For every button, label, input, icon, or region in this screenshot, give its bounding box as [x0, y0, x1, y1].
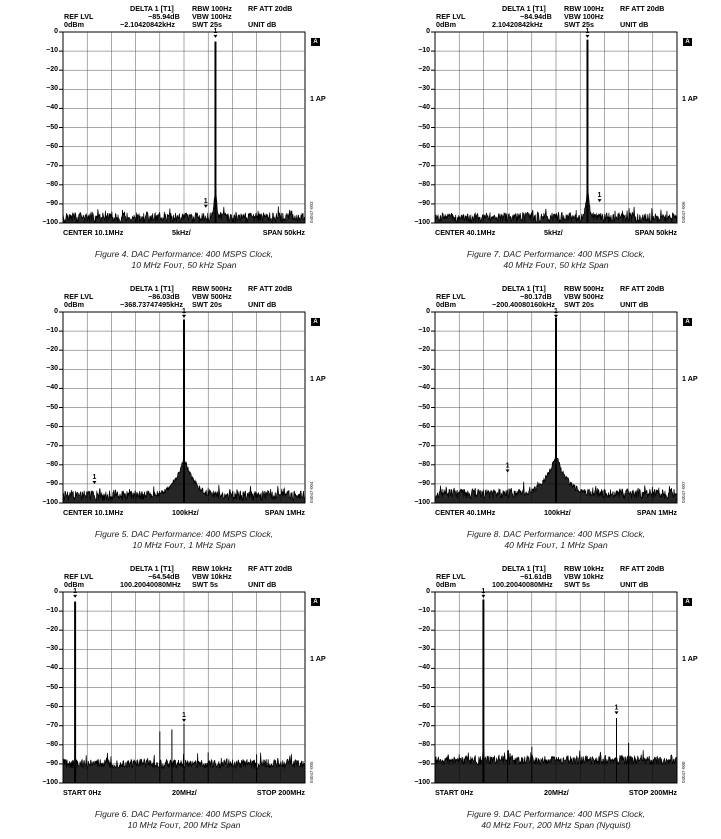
y-tick-label: −60 — [46, 422, 58, 430]
marker-label: 1 — [614, 704, 619, 712]
y-tick-label: −10 — [46, 607, 58, 615]
header-ref-lvl: REF LVL — [436, 12, 466, 21]
header-delta: DELTA 1 [T1] — [130, 4, 174, 13]
y-tick-label: −90 — [418, 479, 430, 487]
figure-code: 04047-008 — [681, 761, 686, 783]
header-rfatt: RF ATT 20dB — [248, 284, 293, 293]
y-tick-label: −30 — [418, 365, 430, 373]
y-tick-label: −50 — [46, 403, 58, 411]
header-delta-freq: −368.73747495kHz — [120, 300, 183, 309]
y-tick-label: −20 — [418, 626, 430, 634]
y-tick-label: −10 — [46, 327, 58, 335]
y-tick-label: −40 — [418, 384, 430, 392]
y-tick-label: −70 — [46, 161, 58, 169]
header-swt: SWT 20s — [564, 300, 594, 309]
y-tick-label: −10 — [418, 607, 430, 615]
header-vbw: VBW 500Hz — [564, 292, 604, 301]
detector-ap-label: 1 AP — [682, 374, 698, 383]
y-tick-label: −50 — [418, 123, 430, 131]
header-rbw: RBW 10kHz — [564, 564, 604, 573]
y-tick-label: −100 — [414, 219, 430, 226]
header-ref-lvl: REF LVL — [64, 292, 94, 301]
x-axis-div-label: 100kHz/ — [544, 508, 571, 517]
marker-label: 1 — [182, 307, 186, 315]
x-axis-div-label: 5kHz/ — [172, 228, 191, 237]
y-tick-label: −10 — [418, 327, 430, 335]
spectrum-plot — [435, 307, 697, 509]
y-tick-label: −80 — [46, 740, 58, 748]
y-tick-label: −60 — [46, 142, 58, 150]
header-rbw: RBW 100Hz — [192, 4, 232, 13]
analyzer-header — [0, 0, 360, 28]
marker-label: 1 — [481, 587, 486, 595]
header-delta: DELTA 1 [T1] — [130, 564, 174, 573]
header-vbw: VBW 500Hz — [192, 292, 232, 301]
y-tick-label: −100 — [414, 499, 430, 506]
y-tick-label: −30 — [418, 85, 430, 93]
header-delta-db: −61.61dB — [520, 572, 552, 581]
marker-label: 1 — [505, 462, 510, 470]
marker-label: 1 — [73, 587, 78, 595]
figure-code: 04047-004 — [309, 481, 314, 503]
y-tick-label: −20 — [46, 626, 58, 634]
y-tick-label: −40 — [418, 104, 430, 112]
y-tick-label: −100 — [42, 779, 58, 786]
marker-label: 1 — [203, 197, 208, 205]
y-tick-label: −20 — [46, 66, 58, 74]
y-tick-label: −30 — [46, 645, 58, 653]
header-ref-val: 0dBm — [64, 300, 84, 309]
spectrum-plot — [63, 27, 325, 229]
header-delta: DELTA 1 [T1] — [502, 564, 546, 573]
header-swt: SWT 5s — [564, 580, 590, 589]
figure-caption-line1: Figure 9. DAC Performance: 400 MSPS Clock, — [466, 809, 646, 819]
marker-label: 1 — [182, 711, 186, 719]
trace-a-indicator: A — [311, 38, 320, 46]
y-tick-label: −60 — [418, 142, 430, 150]
header-delta-db: −86.03dB — [148, 292, 180, 301]
header-delta-freq: 2.10420842kHz — [492, 20, 543, 29]
header-swt: SWT 5s — [192, 580, 218, 589]
header-ref-val: 0dBm — [436, 20, 456, 29]
figure-caption-line2: 40 MHz Fᴏᴜᴛ, 50 kHz Span — [503, 260, 609, 270]
x-axis-start-label: CENTER 40.1MHz — [435, 508, 496, 517]
y-tick-label: −90 — [418, 759, 430, 767]
header-rfatt: RF ATT 20dB — [620, 4, 665, 13]
header-ref-lvl: REF LVL — [64, 572, 94, 581]
figure-caption-line2: 40 MHz Fᴏᴜᴛ, 200 MHz Span (Nyquist) — [481, 820, 631, 830]
header-vbw: VBW 100Hz — [564, 12, 604, 21]
figure-panel-fig4 — [0, 0, 360, 275]
y-tick-label: −50 — [46, 683, 58, 691]
header-delta-freq: 100.20040080MHz — [120, 580, 181, 589]
y-tick-label: −40 — [418, 664, 430, 672]
y-tick-label: −80 — [418, 180, 430, 188]
header-delta-freq: −200.40080160kHz — [492, 300, 555, 309]
spectrum-plot — [435, 587, 697, 789]
analyzer-header — [0, 280, 360, 308]
header-vbw: VBW 100Hz — [192, 12, 232, 21]
x-axis-start-label: CENTER 40.1MHz — [435, 228, 496, 237]
y-tick-label: −100 — [42, 499, 58, 506]
y-tick-label: 0 — [426, 28, 430, 35]
header-delta-db: −85.94dB — [148, 12, 180, 21]
y-tick-label: −90 — [46, 199, 58, 207]
header-ref-val: 0dBm — [436, 580, 456, 589]
marker-label: 1 — [213, 27, 218, 35]
y-tick-label: −50 — [46, 123, 58, 131]
y-tick-label: −30 — [46, 85, 58, 93]
header-unit: UNIT dB — [248, 20, 277, 29]
header-rbw: RBW 500Hz — [564, 284, 604, 293]
spectrum-plot — [435, 27, 697, 229]
y-tick-label: −40 — [46, 664, 58, 672]
trace-a-indicator: A — [683, 38, 692, 46]
header-delta: DELTA 1 [T1] — [130, 284, 174, 293]
header-delta-db: −64.54dB — [148, 572, 180, 581]
figure-caption-line1: Figure 6. DAC Performance: 400 MSPS Clock, — [94, 809, 274, 819]
figure-code: 04047-003 — [309, 201, 314, 223]
y-tick-label: −40 — [46, 384, 58, 392]
header-unit: UNIT dB — [620, 580, 649, 589]
analyzer-header — [372, 560, 721, 588]
y-tick-label: −30 — [46, 365, 58, 373]
y-tick-label: −60 — [418, 702, 430, 710]
figure-caption-line2: 40 MHz Fᴏᴜᴛ, 1 MHz Span — [504, 540, 608, 550]
trace-a-indicator: A — [311, 318, 320, 326]
y-tick-label: −100 — [414, 779, 430, 786]
detector-ap-label: 1 AP — [310, 374, 326, 383]
detector-ap-label: 1 AP — [310, 94, 326, 103]
header-rbw: RBW 10kHz — [192, 564, 232, 573]
header-vbw: VBW 10kHz — [564, 572, 604, 581]
y-tick-label: −80 — [418, 740, 430, 748]
header-rbw: RBW 100Hz — [564, 4, 604, 13]
spectrum-plot — [63, 307, 325, 509]
y-tick-label: −70 — [46, 721, 58, 729]
y-tick-label: −70 — [418, 161, 430, 169]
y-tick-label: −50 — [418, 683, 430, 691]
y-tick-label: −80 — [418, 460, 430, 468]
x-axis-start-label: START 0Hz — [63, 788, 102, 797]
header-ref-lvl: REF LVL — [436, 572, 466, 581]
y-tick-label: 0 — [54, 28, 58, 35]
header-swt: SWT 20s — [192, 300, 222, 309]
header-delta-db: −84.94dB — [520, 12, 552, 21]
figure-caption-line2: 10 MHz Fᴏᴜᴛ, 200 MHz Span — [127, 820, 241, 830]
header-rfatt: RF ATT 20dB — [620, 564, 665, 573]
y-tick-label: 0 — [54, 308, 58, 315]
x-axis-end-label: SPAN 50kHz — [262, 228, 305, 237]
analyzer-header — [372, 0, 721, 28]
x-axis-div-label: 20MHz/ — [172, 788, 197, 797]
x-axis-div-label: 20MHz/ — [544, 788, 569, 797]
y-tick-label: 0 — [426, 588, 430, 595]
figure-caption-line2: 10 MHz Fᴏᴜᴛ, 1 MHz Span — [132, 540, 236, 550]
header-rfatt: RF ATT 20dB — [248, 4, 293, 13]
y-tick-label: −80 — [46, 460, 58, 468]
y-tick-label: −30 — [418, 645, 430, 653]
figure-caption-line1: Figure 4. DAC Performance: 400 MSPS Clock, — [94, 249, 274, 259]
x-axis-end-label: SPAN 50kHz — [634, 228, 677, 237]
header-rfatt: RF ATT 20dB — [620, 284, 665, 293]
y-tick-label: −70 — [418, 721, 430, 729]
x-axis-start-label: CENTER 10.1MHz — [63, 508, 124, 517]
header-delta-freq: −2.10420842kHz — [120, 20, 175, 29]
y-tick-label: 0 — [426, 308, 430, 315]
y-tick-label: −50 — [418, 403, 430, 411]
figure-caption-line2: 10 MHz Fᴏᴜᴛ, 50 kHz Span — [131, 260, 237, 270]
header-unit: UNIT dB — [620, 20, 649, 29]
x-axis-div-label: 100kHz/ — [172, 508, 199, 517]
y-tick-label: −20 — [46, 346, 58, 354]
marker-label: 1 — [585, 27, 590, 35]
x-axis-start-label: START 0Hz — [435, 788, 474, 797]
y-tick-label: −40 — [46, 104, 58, 112]
analyzer-header — [0, 560, 360, 588]
marker-label: 1 — [554, 307, 558, 315]
header-rbw: RBW 500Hz — [192, 284, 232, 293]
y-tick-label: 0 — [54, 588, 58, 595]
figure-caption-line1: Figure 8. DAC Performance: 400 MSPS Clock, — [466, 529, 646, 539]
y-tick-label: −90 — [46, 759, 58, 767]
y-tick-label: −60 — [46, 702, 58, 710]
y-tick-label: −60 — [418, 422, 430, 430]
figure-panel-fig7 — [372, 0, 721, 275]
header-vbw: VBW 10kHz — [192, 572, 232, 581]
figure-code: 04047-006 — [681, 201, 686, 223]
spectrum-plot — [63, 587, 325, 789]
y-tick-label: −80 — [46, 180, 58, 188]
analyzer-header — [372, 280, 721, 308]
x-axis-end-label: STOP 200MHz — [256, 788, 305, 797]
figure-panel-fig9 — [372, 560, 721, 835]
x-axis-end-label: SPAN 1MHz — [636, 508, 677, 517]
y-tick-label: −20 — [418, 346, 430, 354]
header-ref-val: 0dBm — [64, 20, 84, 29]
header-delta: DELTA 1 [T1] — [502, 284, 546, 293]
y-tick-label: −70 — [46, 441, 58, 449]
header-unit: UNIT dB — [620, 300, 649, 309]
detector-ap-label: 1 AP — [682, 654, 698, 663]
figure-caption-line1: Figure 5. DAC Performance: 400 MSPS Clock, — [94, 529, 274, 539]
header-swt: SWT 25s — [564, 20, 594, 29]
y-tick-label: −10 — [418, 47, 430, 55]
header-rfatt: RF ATT 20dB — [248, 564, 293, 573]
header-unit: UNIT dB — [248, 580, 277, 589]
marker-label: 1 — [92, 473, 97, 481]
x-axis-end-label: SPAN 1MHz — [264, 508, 305, 517]
header-ref-val: 0dBm — [64, 580, 84, 589]
trace-a-indicator: A — [683, 318, 692, 326]
header-swt: SWT 25s — [192, 20, 222, 29]
detector-ap-label: 1 AP — [682, 94, 698, 103]
figure-panel-fig8 — [372, 280, 721, 555]
header-ref-lvl: REF LVL — [436, 292, 466, 301]
detector-ap-label: 1 AP — [310, 654, 326, 663]
figure-code: 04047-005 — [309, 761, 314, 783]
header-ref-val: 0dBm — [436, 300, 456, 309]
x-axis-div-label: 5kHz/ — [544, 228, 563, 237]
x-axis-end-label: STOP 200MHz — [628, 788, 677, 797]
figure-caption-line1: Figure 7. DAC Performance: 400 MSPS Clock, — [466, 249, 646, 259]
x-axis-start-label: CENTER 10.1MHz — [63, 228, 124, 237]
y-tick-label: −90 — [418, 199, 430, 207]
header-delta-db: −80.17dB — [520, 292, 552, 301]
header-ref-lvl: REF LVL — [64, 12, 94, 21]
trace-a-indicator: A — [683, 598, 692, 606]
y-tick-label: −20 — [418, 66, 430, 74]
y-tick-label: −10 — [46, 47, 58, 55]
marker-label: 1 — [597, 192, 602, 200]
figure-code: 04047-007 — [681, 481, 686, 503]
header-delta: DELTA 1 [T1] — [502, 4, 546, 13]
header-unit: UNIT dB — [248, 300, 277, 309]
figure-panel-fig6 — [0, 560, 360, 835]
trace-a-indicator: A — [311, 598, 320, 606]
y-tick-label: −100 — [42, 219, 58, 226]
y-tick-label: −90 — [46, 479, 58, 487]
figure-panel-fig5 — [0, 280, 360, 555]
y-tick-label: −70 — [418, 441, 430, 449]
header-delta-freq: 100.20040080MHz — [492, 580, 553, 589]
